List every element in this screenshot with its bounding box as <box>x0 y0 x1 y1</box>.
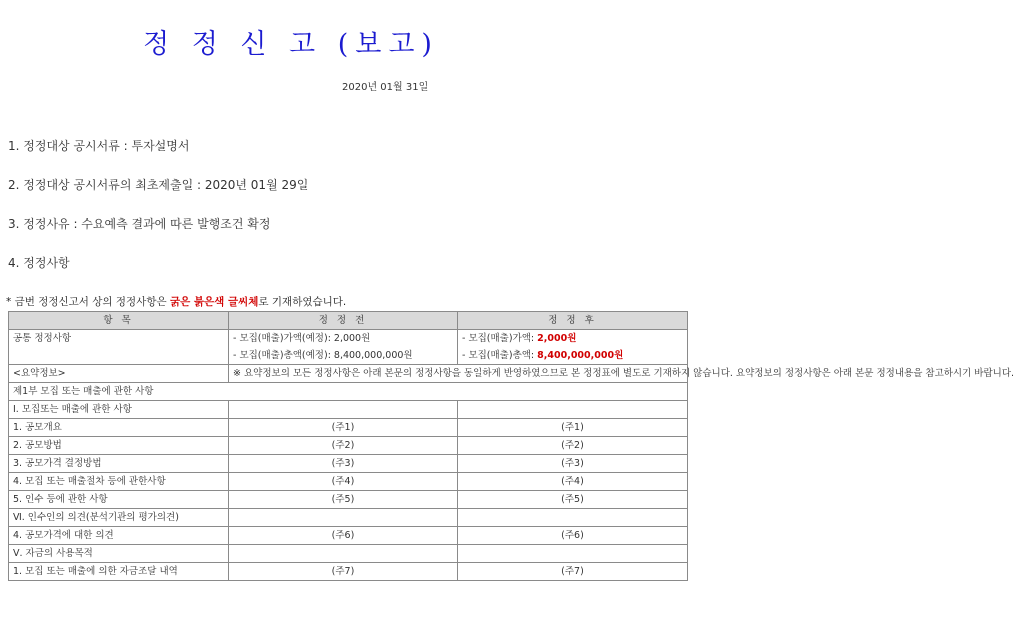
common-after-total-line <box>462 347 683 364</box>
common-after-price-line <box>462 330 683 347</box>
item-correction-reason: 3. 정정사유 : 수요예측 결과에 따른 발행조건 확정 <box>8 217 271 231</box>
row-label: Ⅵ. 인수인의 의견(분석기관의 평가의견) <box>9 509 229 527</box>
correction-table <box>8 311 1014 581</box>
correction-note <box>6 294 346 309</box>
item-target-document: 1. 정정대상 공시서류 : 투자설명서 <box>8 139 190 153</box>
row-label: 2. 공모방법 <box>9 437 229 455</box>
row-before: (주6) <box>229 527 458 545</box>
row-after: (주5) <box>458 491 688 509</box>
header-before: 정 정 전 <box>229 312 458 330</box>
note-highlight: 굵은 붉은색 글씨체 <box>169 296 259 308</box>
document-title: 정 정 신 고 (보고) <box>143 29 439 60</box>
row-after: (주1) <box>458 419 688 437</box>
table-row <box>9 491 688 509</box>
table-row-summary <box>9 365 688 383</box>
header-after: 정 정 후 <box>458 312 688 330</box>
table-row-part1 <box>9 383 688 401</box>
row-before: (주7) <box>229 563 458 581</box>
row-before <box>229 545 458 563</box>
row-label: Ⅰ. 모집또는 매출에 관한 사항 <box>9 401 229 419</box>
common-label: 공통 정정사항 <box>9 330 229 365</box>
table-row <box>9 527 688 545</box>
common-before-price: - 모집(매출)가액(예정): 2,000원 <box>233 333 371 344</box>
table-row <box>9 545 688 563</box>
row-label: 1. 모집 또는 매출에 의한 자금조달 내역 <box>9 563 229 581</box>
common-after-price-label: - 모집(매출)가액: <box>462 333 538 344</box>
row-before: (주1) <box>229 419 458 437</box>
row-before <box>229 509 458 527</box>
row-after <box>458 509 688 527</box>
row-after <box>458 545 688 563</box>
row-after: (주6) <box>458 527 688 545</box>
table-row <box>9 419 688 437</box>
item-correction-details: 4. 정정사항 <box>8 256 70 270</box>
row-label: 1. 공모개요 <box>9 419 229 437</box>
row-after: (주3) <box>458 455 688 473</box>
table-row <box>9 401 688 419</box>
report-date: 2020년 01월 31일 <box>342 82 429 93</box>
row-label: 4. 모집 또는 매출절차 등에 관한사항 <box>9 473 229 491</box>
table-row <box>9 563 688 581</box>
common-after-total-label: - 모집(매출)총액: <box>462 350 538 361</box>
row-before: (주2) <box>229 437 458 455</box>
row-after: (주2) <box>458 437 688 455</box>
row-before: (주3) <box>229 455 458 473</box>
part1-label: 제1부 모집 또는 매출에 관한 사항 <box>9 383 688 401</box>
table-row <box>9 437 688 455</box>
table-row <box>9 509 688 527</box>
table-row <box>9 455 688 473</box>
row-label: 4. 공모가격에 대한 의견 <box>9 527 229 545</box>
row-after <box>458 401 688 419</box>
row-label: Ⅴ. 자금의 사용목적 <box>9 545 229 563</box>
note-prefix: * 금번 정정신고서 상의 정정사항은 <box>6 296 170 308</box>
table-header-row <box>9 312 688 330</box>
table-row <box>9 473 688 491</box>
common-after <box>458 330 688 365</box>
item-initial-submission-date: 2. 정정대상 공시서류의 최초제출일 : 2020년 01월 29일 <box>8 178 309 192</box>
summary-label: <요약정보> <box>9 365 229 383</box>
common-after-total-value: 8,400,000,000원 <box>537 350 624 361</box>
row-before <box>229 401 458 419</box>
header-item: 항 목 <box>9 312 229 330</box>
common-after-price-value: 2,000원 <box>537 333 577 344</box>
summary-text: ※ 요약정보의 모든 정정사항은 아래 본문의 정정사항을 동일하게 반영하였으므로 본 정정표에 별도로 기재하지 않습니다. 요약정보의 정정사항은 아래 본문 정정내용을 참고하시기 바랍니다. <box>229 365 688 383</box>
row-after: (주7) <box>458 563 688 581</box>
note-suffix: 로 기재하였습니다. <box>258 296 347 308</box>
row-before: (주5) <box>229 491 458 509</box>
table-row-common <box>9 330 688 365</box>
row-after: (주4) <box>458 473 688 491</box>
row-before: (주4) <box>229 473 458 491</box>
row-label: 5. 인수 등에 관한 사항 <box>9 491 229 509</box>
common-before <box>229 330 458 365</box>
row-label: 3. 공모가격 결정방법 <box>9 455 229 473</box>
common-before-total: - 모집(매출)총액(예정): 8,400,000,000원 <box>233 350 413 361</box>
